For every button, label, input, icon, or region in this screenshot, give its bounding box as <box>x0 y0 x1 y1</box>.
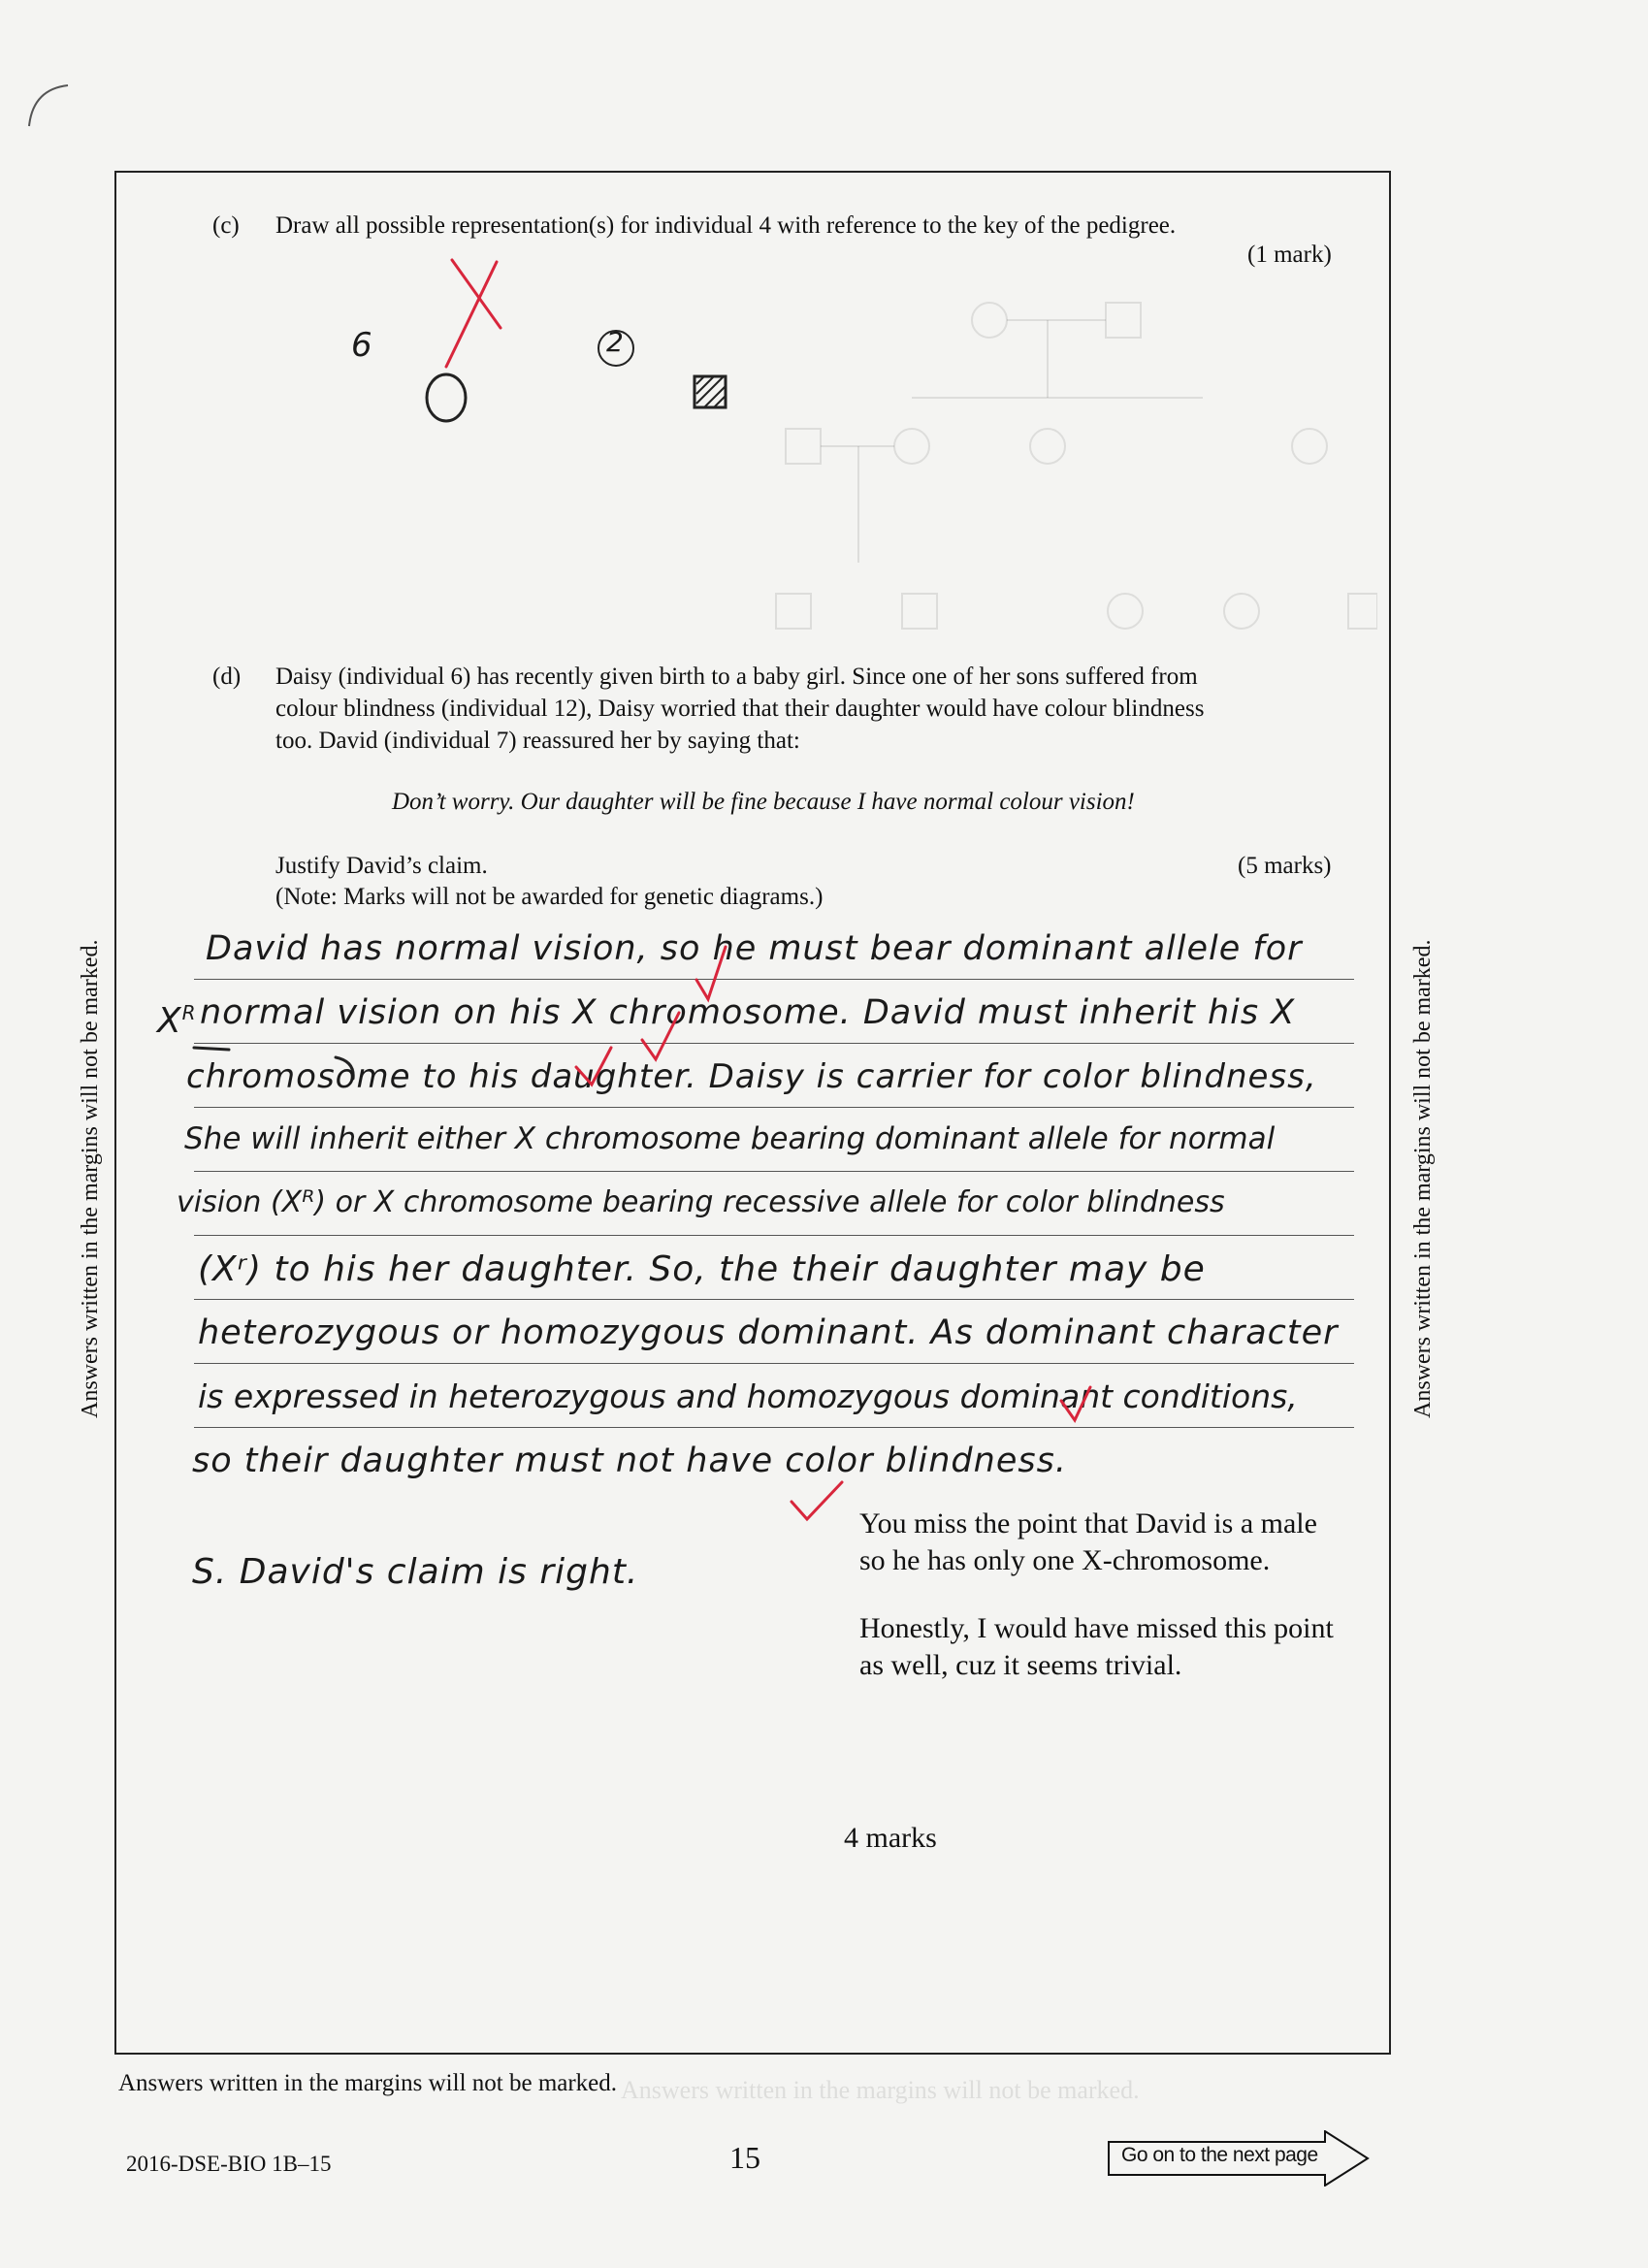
answer-text-line-10: S. David's claim is right. <box>192 1552 639 1592</box>
feedback-comment-1-line-1: You miss the point that David is a male <box>859 1507 1317 1539</box>
footer-page-number: 15 <box>729 2140 760 2175</box>
feedback-score: 4 marks <box>844 1822 937 1854</box>
answer-text-line-2: normal vision on his X chromosome. David must inherit his X <box>200 993 1296 1032</box>
answer-text-line-5: vision (Xᴿ) or X chromosome bearing recessive allele for color blindness <box>177 1185 1225 1219</box>
answer-text-line-1: David has normal vision, so he must bear dominant allele for <box>206 929 1303 968</box>
feedback-comment-2-line-1: Honestly, I would have missed this point <box>859 1612 1334 1644</box>
go-to-next-page-arrow[interactable] <box>1108 2130 1370 2187</box>
answer-text-line-8: is expressed in heterozygous and homozygous dominant conditions, <box>198 1377 1298 1415</box>
question-d-label: (d) <box>212 664 242 690</box>
answer-text-line-7: heterozygous or homozygous dominant. As dominant character <box>198 1313 1339 1352</box>
footer-paper-code: 2016-DSE-BIO 1B–15 <box>126 2152 332 2176</box>
tick-5 <box>792 1482 842 1519</box>
question-d-instruction: Justify David’s claim. <box>275 853 488 879</box>
tick-4 <box>1061 1387 1090 1420</box>
tick-1 <box>696 947 726 999</box>
question-d-note: (Note: Marks will not be awarded for genetic diagrams.) <box>275 884 824 910</box>
question-c-marks: (1 mark) <box>1247 242 1332 268</box>
question-d-line-3: too. David (individual 7) reassured her by saying that: <box>275 728 800 754</box>
feedback-comment-2-line-2: as well, cuz it seems trivial. <box>859 1649 1182 1681</box>
question-d-line-2: colour blindness (individual 12), Daisy worried that their daughter would have colour blindness <box>275 696 1205 722</box>
answer-text-line-3: chromosome to his daughter. Daisy is carrier for color blindness, <box>186 1057 1317 1096</box>
david-quote: Don’t worry. Our daughter will be fine because I have normal colour vision! <box>392 789 1135 815</box>
answer-text-line-6: (Xʳ) to his her daughter. So, the their daughter may be <box>198 1249 1206 1289</box>
question-c-label: (c) <box>212 212 240 239</box>
feedback-comment-1-line-2: so he has only one X-chromosome. <box>859 1544 1271 1576</box>
show-through-text: Answers written in the margins will not be marked. <box>621 2076 1140 2104</box>
margin-note-x: X <box>157 1001 182 1041</box>
next-page-label: Go on to the next page <box>1121 2144 1318 2166</box>
left-margin-warning: Answers written in the margins will not be marked. <box>78 939 103 1418</box>
bottom-margin-warning: Answers written in the margins will not be marked. <box>118 2070 618 2096</box>
question-c-text: Draw all possible representation(s) for individual 4 with reference to the key of the pedigree. <box>275 212 1177 239</box>
tick-2 <box>642 1013 679 1059</box>
question-d-line-1: Daisy (individual 6) has recently given birth to a baby girl. Since one of her sons suffered from <box>275 664 1198 690</box>
right-margin-warning: Answers written in the margins will not be marked. <box>1410 939 1436 1418</box>
question-d-marks: (5 marks) <box>1238 853 1332 879</box>
answer-text-line-4: She will inherit either X chromosome bearing dominant allele for normal <box>184 1121 1276 1156</box>
margin-note-sup: R <box>181 1001 197 1024</box>
handwritten-option-2: 2 <box>606 326 625 358</box>
answer-text-line-9: so their daughter must not have color blindness. <box>192 1442 1067 1480</box>
tick-3 <box>576 1048 611 1085</box>
handwritten-option-6: 6 <box>351 326 373 365</box>
